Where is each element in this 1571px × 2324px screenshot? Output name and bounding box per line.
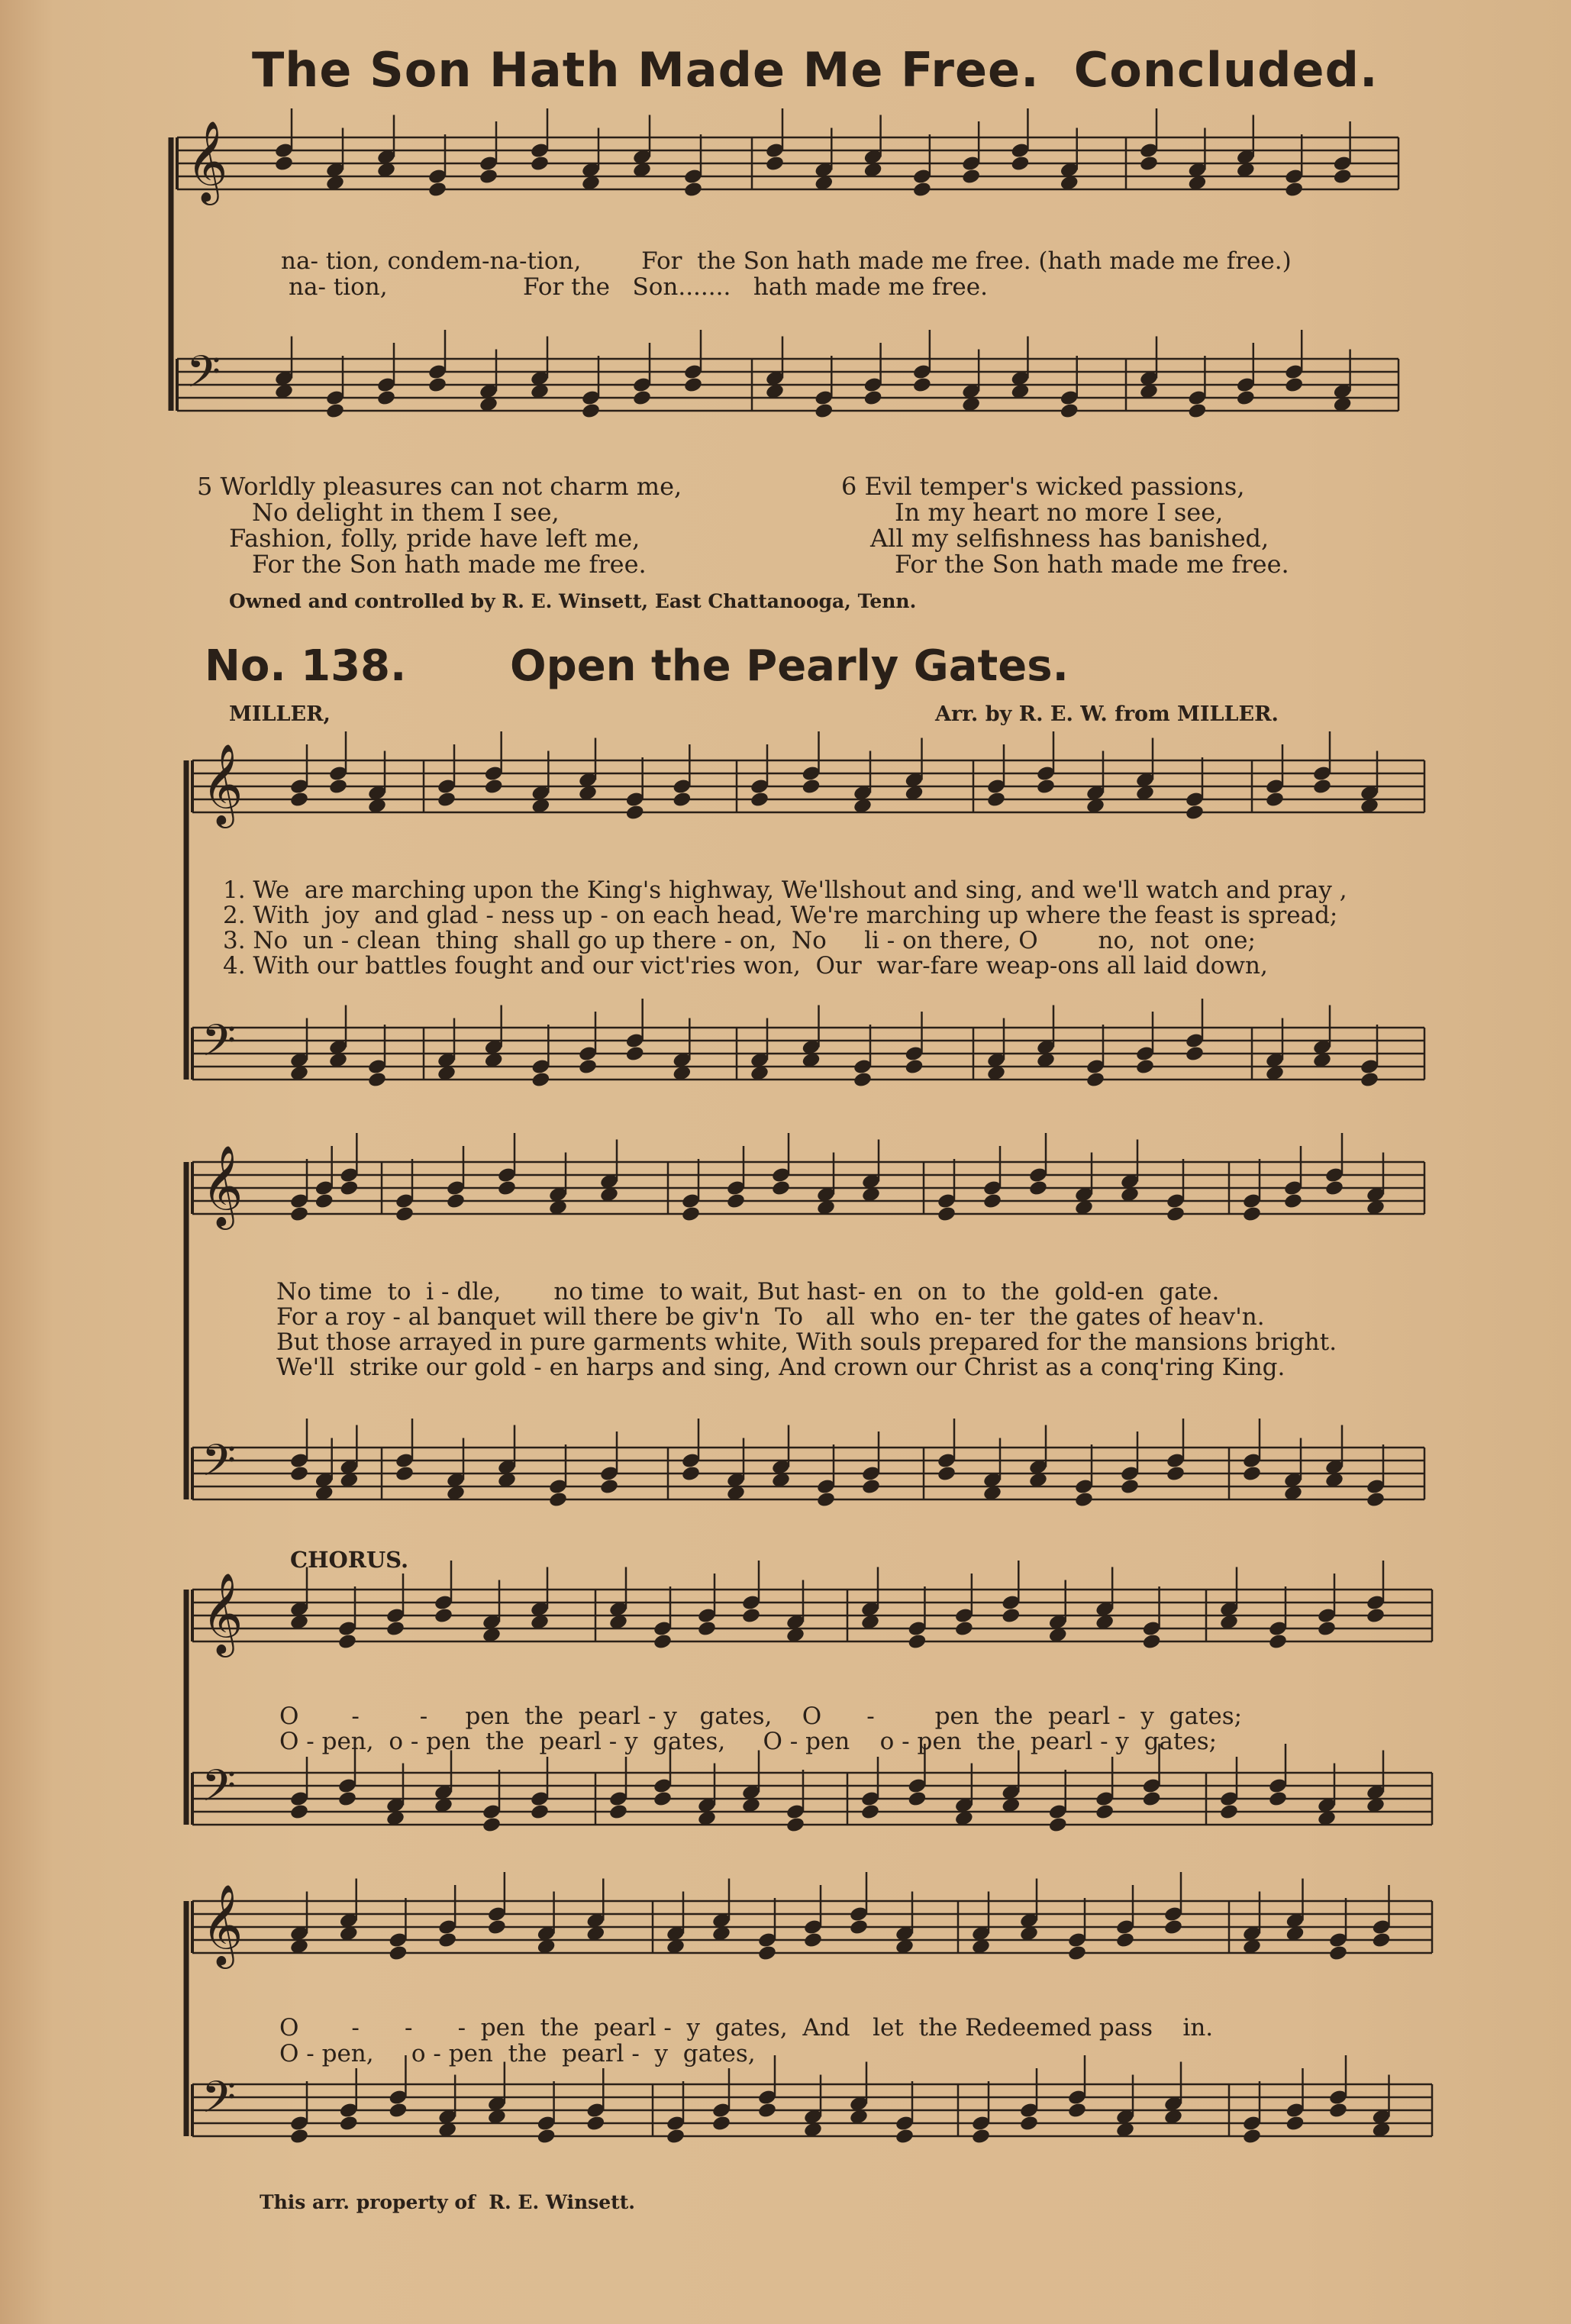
svg-text:𝄢: 𝄢 xyxy=(202,1435,237,1497)
verse-3-part-1: 3. No un - clean thing shall go up there - on, No li - on there, O no, not one; xyxy=(223,927,1256,954)
svg-text:𝄞: 𝄞 xyxy=(202,1883,244,1965)
stanza-5-line-4: For the Son hath made me free. xyxy=(252,550,647,579)
svg-text:𝄞: 𝄞 xyxy=(202,1144,244,1226)
stanza-6-line-1: 6 Evil temper's wicked passions, xyxy=(841,472,1245,501)
chorus-1-line-2: O - pen, o - pen the pearl - y gates, O - pen o - pen the pearl - y gates; xyxy=(279,1728,1218,1755)
verse-3-part-2: But those arrayed in pure garments white, With souls prepared for the mansions bright. xyxy=(276,1328,1337,1356)
stanza-5-line-2: No delight in them I see, xyxy=(252,498,560,527)
chorus-2-line-1: O - - - pen the pearl - y gates, And let the Redeemed pass in. xyxy=(279,2014,1214,2042)
svg-text:𝄞: 𝄞 xyxy=(202,743,244,825)
chorus-1-line-1: O - - pen the pearl - y gates, O - pen the pearl - y gates; xyxy=(279,1703,1243,1730)
hymn-title: Open the Pearly Gates. xyxy=(510,641,1069,691)
stanza-5-line-3: Fashion, folly, pride have left me, xyxy=(229,524,640,553)
verse-2-part-1: 2. With joy and glad - ness up - on each head, We're marching up where the feast is spread; xyxy=(223,902,1338,929)
svg-text:𝄞: 𝄞 xyxy=(202,1572,244,1654)
ownership-note: Owned and controlled by R. E. Winsett, East Chattanooga, Tenn. xyxy=(229,590,917,612)
svg-text:𝄢: 𝄢 xyxy=(202,2071,237,2134)
composer: MILLER, xyxy=(229,702,331,726)
verse-1-part-1: 1. We are marching upon the King's highway, We'llshout and sing, and we'll watch and pray , xyxy=(223,876,1347,904)
chorus-label: CHORUS. xyxy=(290,1547,409,1573)
chorus-2-line-2: O - pen, o - pen the pearl - y gates, xyxy=(279,2040,756,2067)
footer-note: This arr. property of R. E. Winsett. xyxy=(260,2191,635,2213)
arranger: Arr. by R. E. W. from MILLER. xyxy=(935,702,1279,726)
svg-text:𝄞: 𝄞 xyxy=(186,120,228,202)
concluded-lyrics-1: na- tion, condem-na-tion, For the Son hath made me free. (hath made me free.) xyxy=(281,247,1292,275)
verse-4-part-1: 4. With our battles fought and our vict'ries won, Our war-fare weap-ons all laid down, xyxy=(223,952,1268,980)
verse-2-part-2: For a roy - al banquet will there be giv'n To all who en- ter the gates of heav'n. xyxy=(276,1303,1265,1331)
verse-4-part-2: We'll strike our gold - en harps and sing, And crown our Christ as a conq'ring King. xyxy=(276,1354,1286,1381)
svg-text:𝄢: 𝄢 xyxy=(202,1760,237,1822)
stanza-6-line-2: In my heart no more I see, xyxy=(895,498,1224,527)
stanza-6-line-4: For the Son hath made me free. xyxy=(895,550,1289,579)
svg-text:𝄢: 𝄢 xyxy=(202,1015,237,1077)
hymn-number: No. 138. xyxy=(205,641,407,691)
svg-text:𝄢: 𝄢 xyxy=(186,346,221,408)
stanza-5-line-1: 5 Worldly pleasures can not charm me, xyxy=(197,472,682,501)
page-title: The Son Hath Made Me Free. Concluded. xyxy=(252,42,1379,98)
concluded-lyrics-2: na- tion, For the Son....... hath made me free. xyxy=(289,273,988,301)
stanza-6-line-3: All my selfishness has banished, xyxy=(870,524,1269,553)
verse-1-part-2: No time to i - dle, no time to wait, But hast- en on to the gold-en gate. xyxy=(276,1278,1220,1306)
